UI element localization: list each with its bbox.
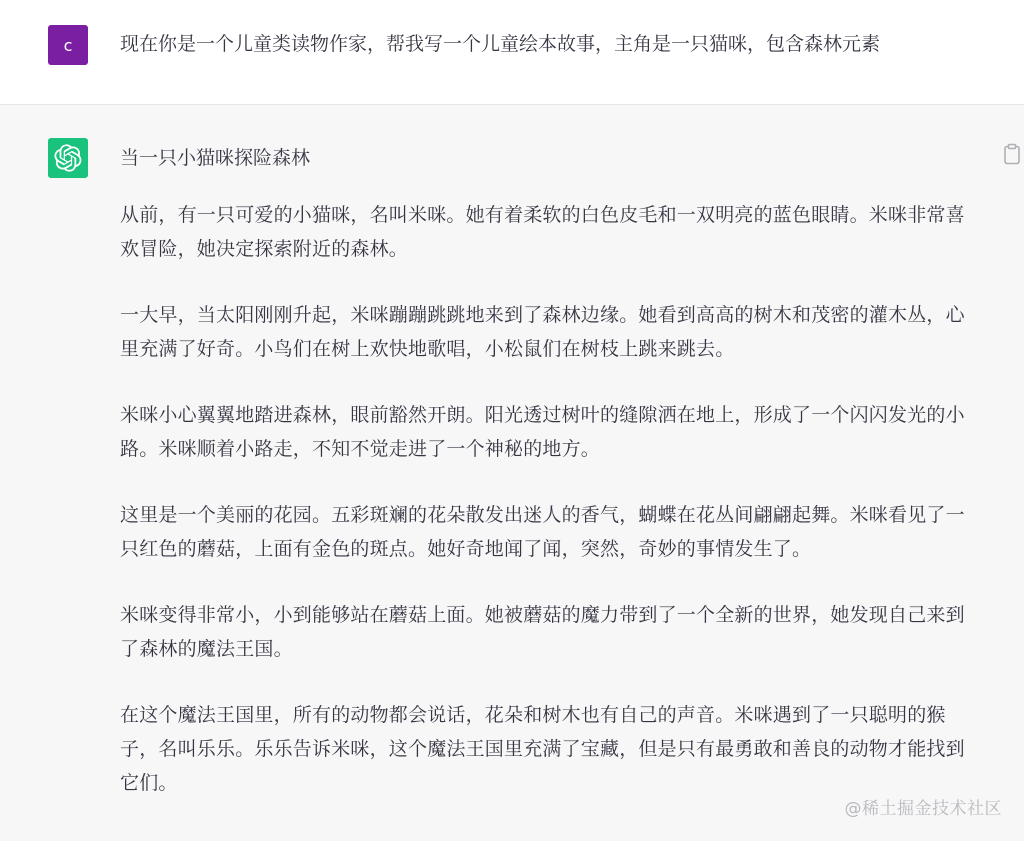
story-paragraph: 从前，有一只可爱的小猫咪，名叫米咪。她有着柔软的白色皮毛和一双明亮的蓝色眼睛。米咪非常喜欢冒险，她决定探索附近的森林。 [120, 204, 965, 260]
story-paragraph: 一大早，当太阳刚刚升起，米咪蹦蹦跳跳地来到了森林边缘。她看到高高的树木和茂密的灌木丛，心里充满了好奇。小鸟们在树上欢快地歌唱，小松鼠们在树枝上跳来跳去。 [120, 304, 965, 360]
story-title: 当一只小猫咪探险森林 [120, 147, 311, 169]
story-paragraph: 米咪变得非常小，小到能够站在蘑菇上面。她被蘑菇的魔力带到了一个全新的世界，她发现自己来到了森林的魔法王国。 [120, 604, 965, 660]
story-paragraph: 在这个魔法王国里，所有的动物都会说话，花朵和树木也有自己的声音。米咪遇到了一只聪明的猴子，名叫乐乐。乐乐告诉米咪，这个魔法王国里充满了宝藏，但是只有最勇敢和善良的动物才能找到它们。 [120, 704, 965, 794]
user-avatar [48, 25, 88, 65]
story-paragraph: 米咪小心翼翼地踏进森林，眼前豁然开朗。阳光透过树叶的缝隙洒在地上，形成了一个闪闪发光的小路。米咪顺着小路走，不知不觉走进了一个神秘的地方。 [120, 404, 965, 460]
assistant-message-content [120, 144, 980, 832]
assistant-avatar [48, 138, 88, 178]
user-message-text: 现在你是一个儿童类读物作家，帮我写一个儿童绘本故事，主角是一只猫咪，包含森林元素 [120, 33, 881, 55]
openai-logo-icon [54, 144, 82, 172]
assistant-message [0, 106, 1024, 841]
clipboard-icon[interactable] [1003, 143, 1021, 165]
watermark: @稀土掘金技术社区 [844, 799, 1002, 819]
story-paragraph: 这里是一个美丽的花园。五彩斑斓的花朵散发出迷人的香气，蝴蝶在花丛间翩翩起舞。米咪看见了一只红色的蘑菇，上面有金色的斑点。她好奇地闻了闻，突然，奇妙的事情发生了。 [120, 504, 965, 560]
user-message [0, 0, 1024, 105]
user-avatar-letter: c [63, 35, 73, 55]
